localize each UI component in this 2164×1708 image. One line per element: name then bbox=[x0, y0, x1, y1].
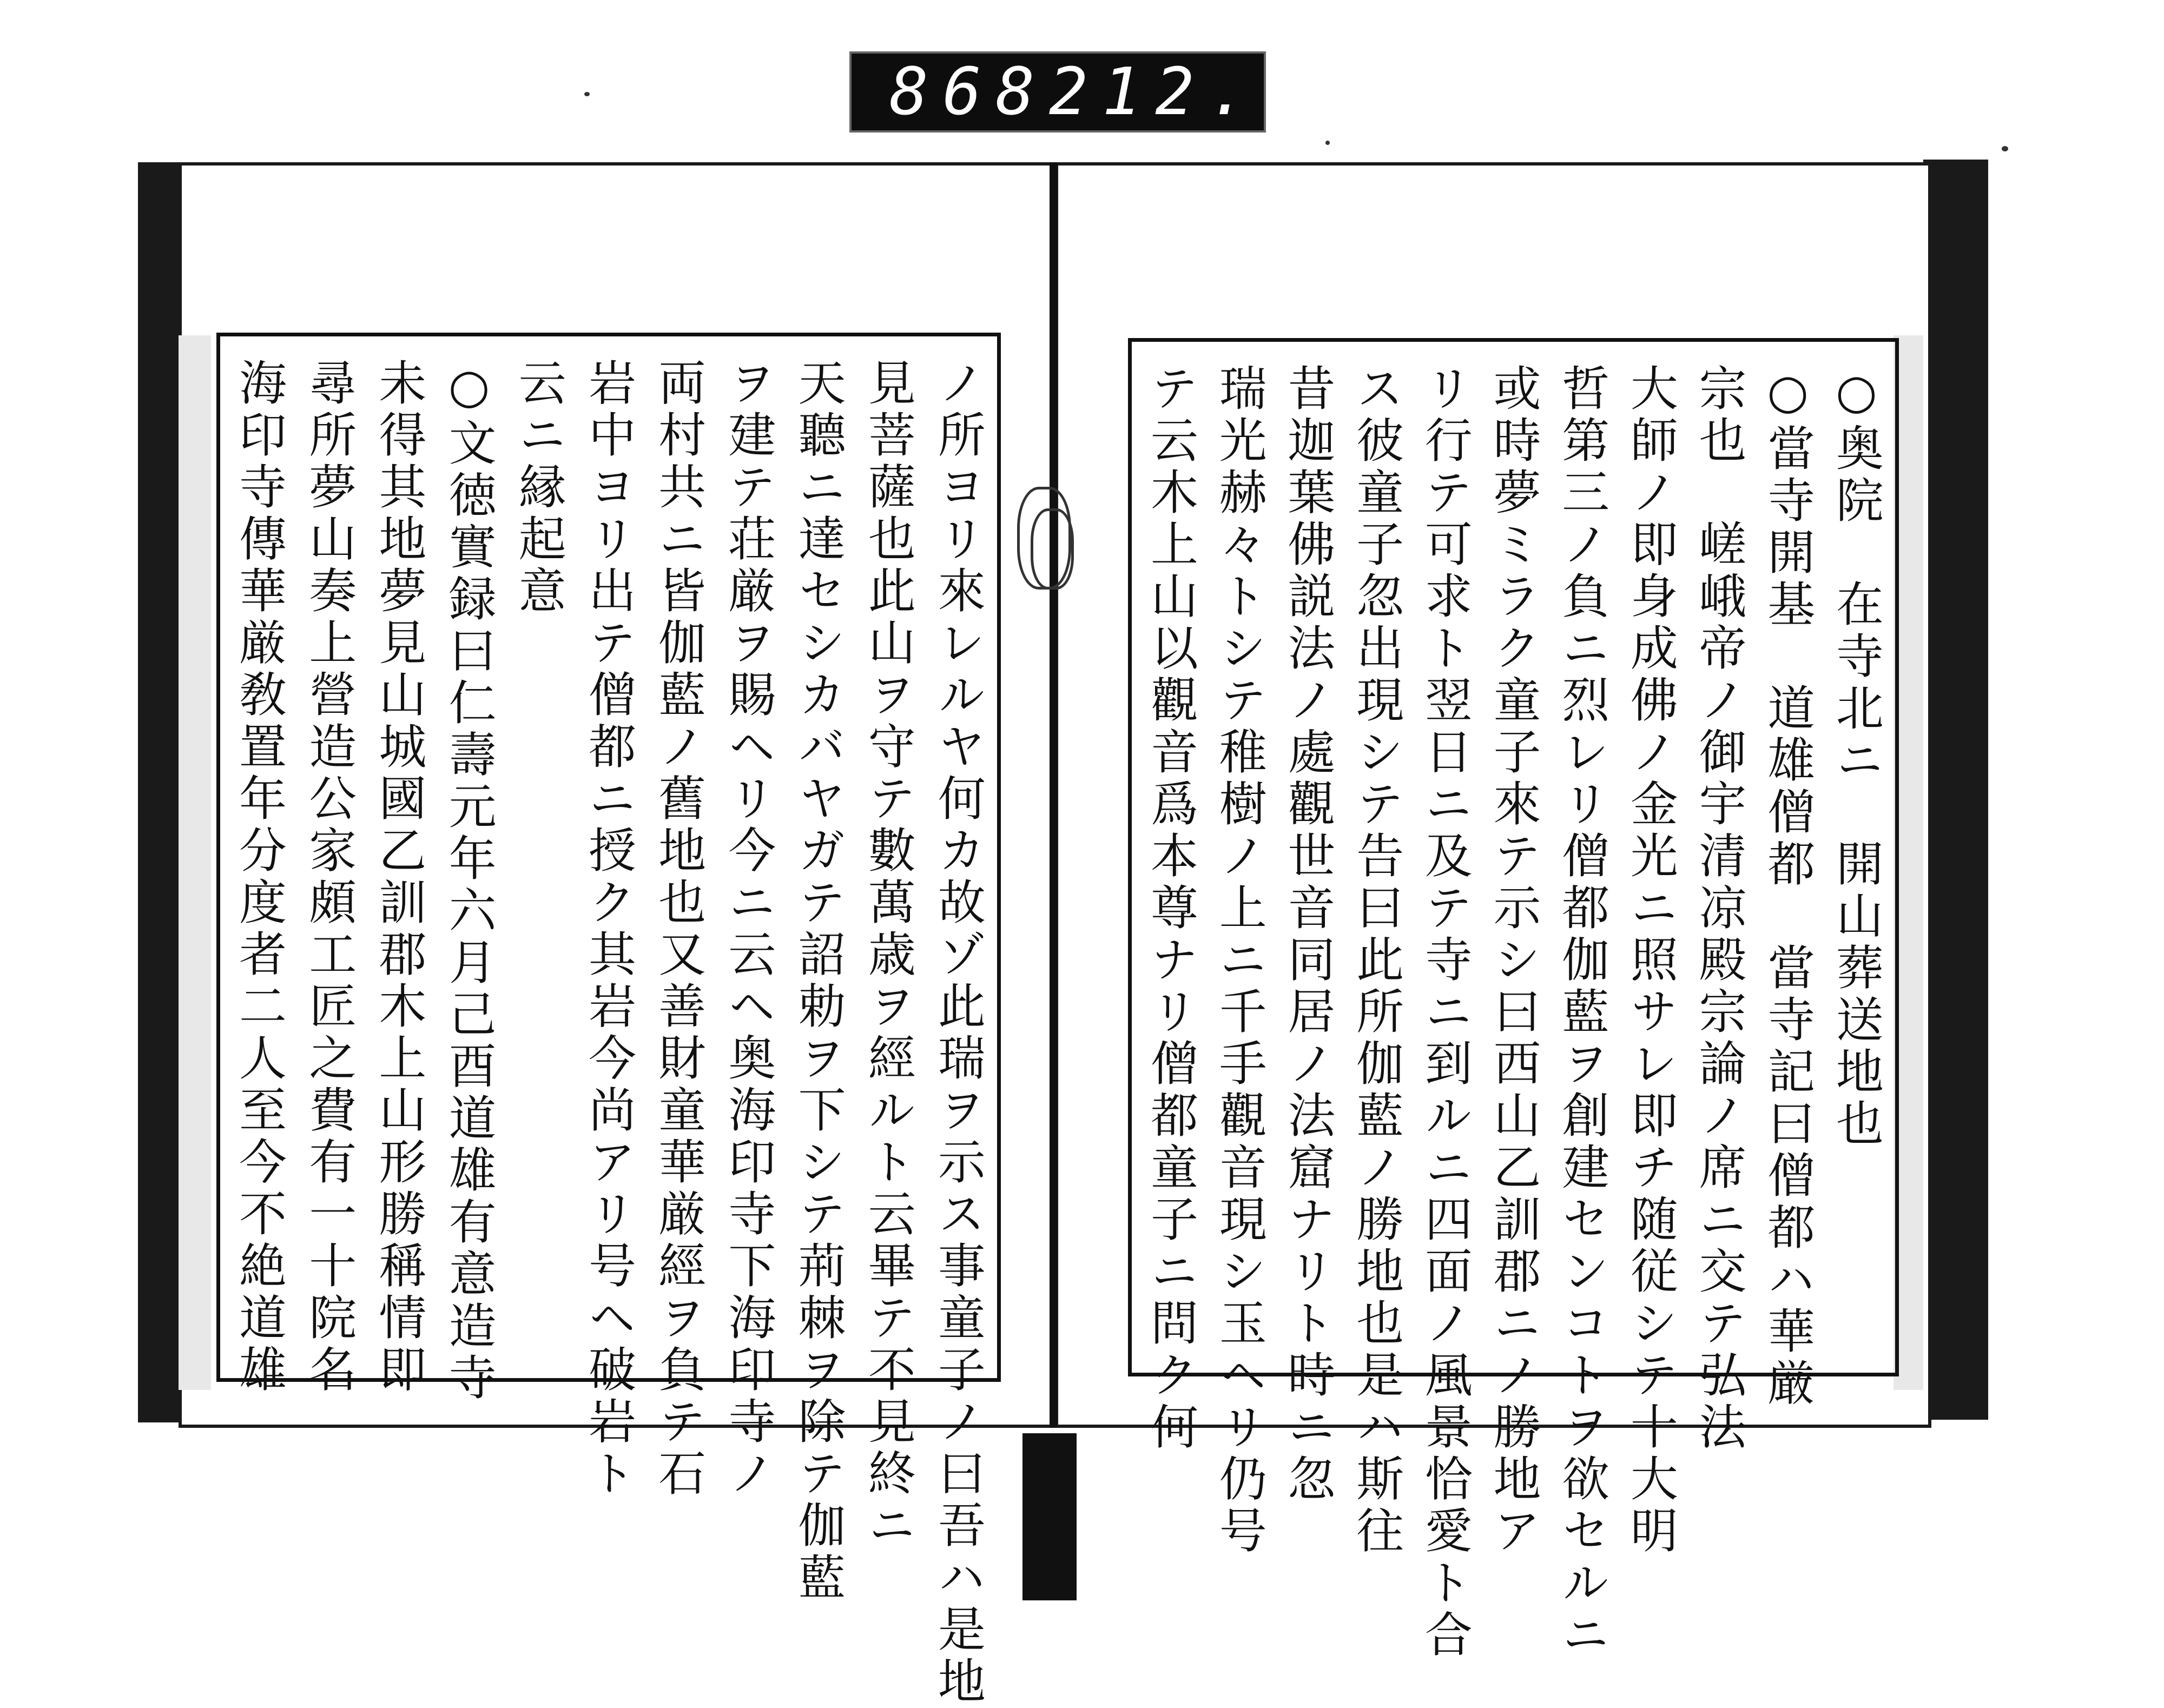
text-column: 昔迦葉佛説法ノ處觀世音同居ノ法窟ナリト時ニ忽 bbox=[1280, 363, 1336, 1506]
text-column: ノ所ヨリ來レルヤ何カ故ゾ此瑞ヲ示ス事童子ノ曰吾ハ是地 bbox=[930, 358, 986, 1708]
text-column: ○文徳實録曰仁壽元年六月己酉道雄有意造寺 bbox=[441, 358, 497, 1405]
text-column: 哲第三ノ負ニ烈レリ僧都伽藍ヲ創建センコトヲ欲セルニ bbox=[1554, 363, 1611, 1661]
text-column: 宗也 嵯峨帝ノ御宇清凉殿宗論ノ席ニ交テ弘法 bbox=[1691, 363, 1747, 1454]
binding-thread-bottom bbox=[1031, 508, 1074, 590]
left-page-side-strip bbox=[179, 335, 211, 1390]
catalog-number-left: 868 bbox=[889, 54, 1049, 130]
text-column: 云ニ縁起意 bbox=[511, 358, 567, 618]
catalog-label bbox=[849, 51, 1266, 133]
text-column: リ行テ可求ト翌日ニ及テ寺ニ到ルニ四面ノ風景恰愛ト合 bbox=[1417, 363, 1473, 1661]
text-column: 両村共ニ皆伽藍ノ舊地也又善財童華厳經ヲ負テ石 bbox=[651, 358, 707, 1500]
scan-speck bbox=[584, 92, 590, 96]
text-column: 海印寺傳華厳敎置年分度者二人至今不絶道雄 bbox=[232, 358, 287, 1396]
text-column: 見菩薩也此山ヲ守テ數萬歳ヲ經ルト云畢テ不見終ニ bbox=[860, 358, 916, 1552]
text-column: 瑞光赫々トシテ稚樹ノ上ニ千手觀音現シ玉ヘリ仍号 bbox=[1211, 363, 1268, 1558]
text-column: ○奥院 在寺北ニ 開山葬送地也 bbox=[1828, 363, 1884, 1150]
scan-speck bbox=[1325, 141, 1330, 145]
scan-speck bbox=[2002, 146, 2008, 151]
right-page-text-frame bbox=[1128, 338, 1899, 1661]
text-column: 岩中ヨリ出テ僧都ニ授ク其岩今尚アリ号ヘ破岩ト bbox=[580, 358, 637, 1500]
text-column: 未得其地夢見山城國乙訓郡木上山形勝稱情即 bbox=[371, 358, 427, 1396]
text-column: 天聽ニ達セシカバヤガテ詔勅ヲ下シテ荊棘ヲ除テ伽藍 bbox=[790, 358, 847, 1604]
book-spine bbox=[1050, 162, 1057, 1428]
text-column: 大師ノ即身成佛ノ金光ニ照サレ即チ随従シテ十大明 bbox=[1622, 363, 1679, 1558]
text-column: 或時夢ミラク童子來テ示シ曰西山乙訓郡ニノ勝地ア bbox=[1486, 363, 1542, 1558]
book-cover-right bbox=[1923, 160, 1988, 1420]
text-column: ス彼童子忽出現シテ告曰此所伽藍ノ勝地也是ハ斯往 bbox=[1349, 363, 1405, 1558]
text-column: ○當寺開基 道雄僧都 當寺記曰僧都ハ華厳 bbox=[1760, 363, 1816, 1410]
text-column: 尋所夢山奏上營造公家頗工匠之費有一十院名 bbox=[301, 358, 358, 1396]
text-column: テ云木上山以觀音爲本尊ナリ僧都童子ニ問ク何 bbox=[1143, 363, 1199, 1454]
text-column: ヲ建テ荘厳ヲ賜ヘリ今ニ云ヘ奥海印寺下海印寺ノ bbox=[721, 358, 777, 1500]
spine-bottom-block bbox=[1022, 1433, 1077, 1600]
left-page-text-frame bbox=[216, 333, 1001, 1708]
catalog-number-right: 212. bbox=[1048, 54, 1262, 130]
